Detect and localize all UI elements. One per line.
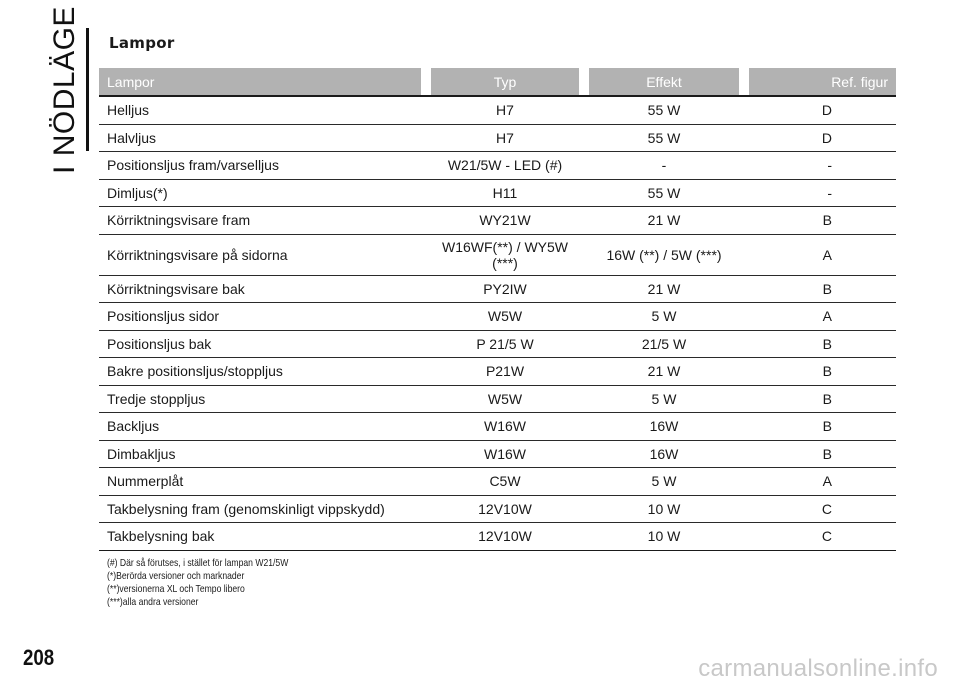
- chapter-divider: [86, 28, 89, 151]
- table-row: [99, 496, 896, 524]
- cell-lamp: Halvljus: [107, 129, 157, 146]
- cell-ref: B: [822, 445, 832, 462]
- cell-type: C5W: [489, 473, 521, 490]
- cell-power: 5 W: [651, 308, 677, 325]
- cell-power: 16W: [649, 445, 679, 462]
- cell-ref: C: [821, 528, 832, 545]
- table-row: [99, 125, 896, 153]
- cell-ref: B: [822, 418, 832, 435]
- cell-power: 5 W: [651, 473, 677, 490]
- table-row: [99, 331, 896, 359]
- cell-ref: A: [822, 308, 832, 325]
- cell-type: PY2IW: [483, 280, 527, 297]
- cell-type: H11: [492, 184, 518, 201]
- cell-lamp: Takbelysning bak: [107, 528, 215, 545]
- footnotes: [99, 557, 896, 610]
- cell-type: H7: [496, 102, 514, 119]
- cell-ref: B: [822, 335, 832, 352]
- cell-lamp: Takbelysning fram (genomskinligt vippskydd): [107, 500, 385, 517]
- page-number: 208: [23, 645, 55, 670]
- header-typ: Typ: [431, 68, 579, 95]
- cell-type: 12V10W: [478, 528, 532, 545]
- cell-ref: B: [822, 363, 832, 380]
- cell-power: 5 W: [651, 390, 677, 407]
- cell-lamp: Tredje stoppljus: [107, 390, 206, 407]
- cell-power: 10 W: [647, 528, 681, 545]
- cell-lamp: Körriktningsvisare bak: [107, 280, 245, 297]
- table-row: [99, 441, 896, 469]
- cell-lamp: Positionsljus fram/varselljus: [107, 157, 279, 174]
- cell-type: W5W: [487, 390, 523, 407]
- chapter-side-title: [38, 6, 92, 174]
- cell-ref: A: [822, 473, 832, 490]
- cell-ref: A: [822, 246, 832, 263]
- table-row: [99, 180, 896, 208]
- cell-type: 12V10W: [478, 500, 532, 517]
- section-heading: Lampor: [109, 34, 175, 52]
- header-lampor: Lampor: [99, 68, 421, 95]
- footnote: (***)alla andra versioner: [107, 596, 199, 609]
- cell-lamp: Positionsljus bak: [107, 335, 212, 352]
- header-ref-figur: Ref. figur: [749, 68, 896, 95]
- bulb-table: [99, 68, 896, 609]
- cell-ref: -: [827, 157, 832, 174]
- cell-power: 55 W: [647, 102, 681, 119]
- cell-type: H7: [496, 129, 514, 146]
- cell-ref: -: [827, 184, 832, 201]
- cell-lamp: Dimljus(*): [107, 184, 168, 201]
- cell-type: W16WF(**) / WY5W (***): [442, 238, 568, 271]
- cell-power: 55 W: [647, 184, 681, 201]
- cell-power: 21 W: [647, 363, 681, 380]
- table-row: [99, 152, 896, 180]
- cell-type: P21W: [485, 363, 525, 380]
- table-row: [99, 303, 896, 331]
- cell-ref: B: [822, 390, 832, 407]
- watermark: carmanualsonline.info: [698, 655, 938, 682]
- cell-ref: B: [822, 212, 832, 229]
- cell-power: 16W: [649, 418, 679, 435]
- chapter-title-text: I NÖDLÄGE: [48, 6, 81, 174]
- cell-ref: B: [822, 280, 832, 297]
- cell-lamp: Dimbakljus: [107, 445, 176, 462]
- cell-power: 55 W: [647, 129, 681, 146]
- table-row: [99, 386, 896, 414]
- cell-type: W21/5W - LED (#): [447, 157, 563, 174]
- cell-lamp: Positionsljus sidor: [107, 308, 220, 325]
- table-row: [99, 358, 896, 386]
- cell-power: 16W (**) / 5W (***): [606, 246, 722, 263]
- table-row: [99, 523, 896, 551]
- table-row: [99, 276, 896, 304]
- cell-lamp: Körriktningsvisare fram: [107, 212, 251, 229]
- table-row: [99, 235, 896, 276]
- table-row: [99, 413, 896, 441]
- cell-ref: C: [821, 500, 832, 517]
- cell-ref: D: [821, 129, 832, 146]
- footnote: (#) Där så förutses, i stället för lampan W21/5W: [107, 556, 289, 569]
- cell-type: W16W: [484, 418, 526, 435]
- cell-lamp: Backljus: [107, 418, 160, 435]
- cell-power: 21 W: [647, 280, 681, 297]
- table-row: [99, 207, 896, 235]
- footnote: (*)Berörda versioner och marknader: [107, 569, 245, 582]
- footnote: (**)versionerna XL och Tempo libero: [107, 582, 245, 595]
- cell-type: W16W: [484, 445, 526, 462]
- cell-lamp: Helljus: [107, 102, 150, 119]
- cell-type: W5W: [487, 308, 523, 325]
- cell-type: P 21/5 W: [476, 335, 534, 352]
- cell-lamp: Nummerplåt: [107, 473, 184, 490]
- header-effekt: Effekt: [589, 68, 739, 95]
- cell-lamp: Bakre positionsljus/stoppljus: [107, 363, 283, 380]
- cell-ref: D: [821, 102, 832, 119]
- cell-power: 21 W: [647, 212, 681, 229]
- cell-lamp: Körriktningsvisare på sidorna: [107, 246, 288, 263]
- cell-power: -: [661, 157, 667, 174]
- table-row: [99, 97, 896, 125]
- table-header: [99, 68, 896, 95]
- cell-power: 21/5 W: [641, 335, 687, 352]
- cell-type: WY21W: [479, 212, 531, 229]
- table-row: [99, 468, 896, 496]
- cell-power: 10 W: [647, 500, 681, 517]
